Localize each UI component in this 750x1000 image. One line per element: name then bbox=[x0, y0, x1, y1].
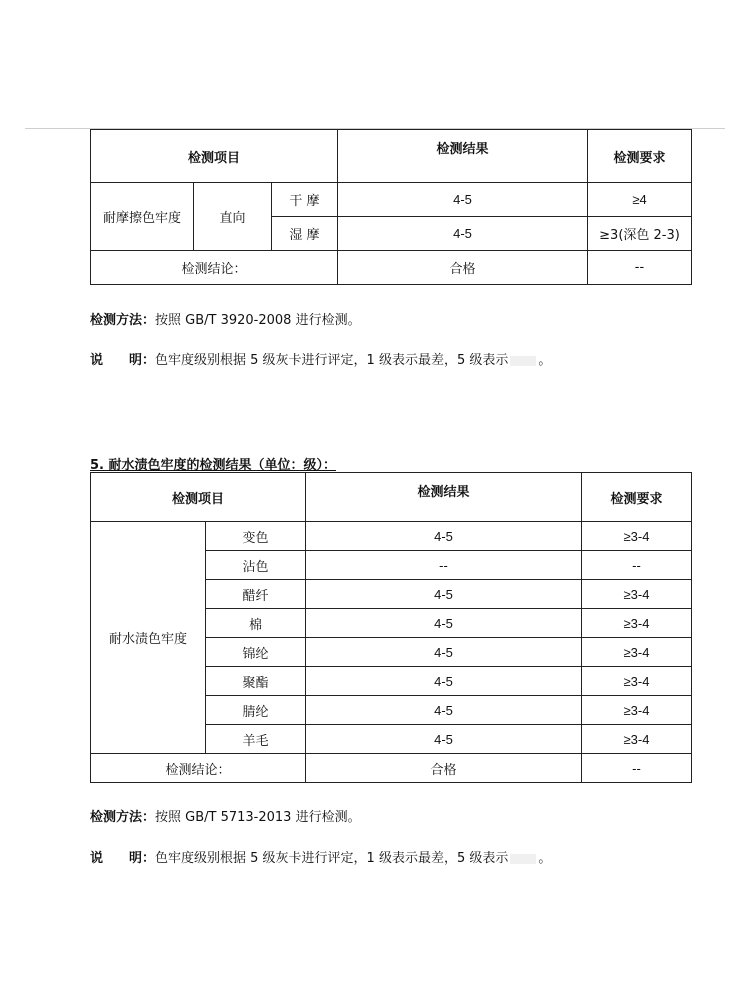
row-requirement: ≥3-4 bbox=[582, 522, 692, 551]
row-result: 4-5 bbox=[306, 725, 582, 754]
header-requirement: 检测要求 bbox=[588, 130, 692, 183]
method-text: 按照 GB/T 3920-2008 进行检测。 bbox=[155, 313, 361, 328]
row-label: 醋纤 bbox=[206, 580, 306, 609]
redaction-mark bbox=[510, 356, 536, 366]
row-result: 4-5 bbox=[306, 522, 582, 551]
explain-text: 色牢度级别根据 5 级灰卡进行评定，1 级表示最差，5 级表示 bbox=[155, 851, 509, 866]
conclusion-result: 合格 bbox=[306, 754, 582, 783]
row-requirement: ≥3-4 bbox=[582, 580, 692, 609]
row-label: 湿 摩 bbox=[272, 217, 338, 251]
conclusion-row bbox=[91, 251, 692, 285]
row-requirement: -- bbox=[582, 551, 692, 580]
header-item: 检测项目 bbox=[91, 130, 338, 183]
table-row bbox=[91, 522, 692, 551]
row-requirement: ≥3-4 bbox=[582, 609, 692, 638]
method-label: 检测方法： bbox=[90, 810, 156, 825]
row-requirement: ≥4 bbox=[588, 183, 692, 217]
explain-text: 色牢度级别根据 5 级灰卡进行评定，1 级表示最差，5 级表示 bbox=[155, 353, 509, 368]
row-label: 变色 bbox=[206, 522, 306, 551]
conclusion-requirement: -- bbox=[582, 754, 692, 783]
conclusion-label: 检测结论： bbox=[91, 754, 306, 783]
header-result: 检测结果 bbox=[338, 130, 588, 183]
row-requirement: ≥3-4 bbox=[582, 638, 692, 667]
header-result: 检测结果 bbox=[306, 473, 582, 522]
header-requirement: 检测要求 bbox=[582, 473, 692, 522]
method-label: 检测方法： bbox=[90, 313, 156, 328]
explanation-note bbox=[90, 349, 551, 368]
explanation-note bbox=[90, 847, 551, 866]
row-result: 4-5 bbox=[338, 183, 588, 217]
test-method-note bbox=[90, 806, 361, 825]
test-method-note bbox=[90, 309, 361, 328]
rubbing-fastness-table bbox=[90, 129, 692, 285]
row-requirement: ≥3-4 bbox=[582, 696, 692, 725]
row-result: 4-5 bbox=[306, 580, 582, 609]
group-label: 耐摩擦色牢度 bbox=[91, 183, 194, 251]
row-label: 干 摩 bbox=[272, 183, 338, 217]
explain-end: 。 bbox=[538, 851, 552, 866]
row-result: 4-5 bbox=[338, 217, 588, 251]
row-label: 羊毛 bbox=[206, 725, 306, 754]
direction-label: 直向 bbox=[194, 183, 272, 251]
row-label: 聚酯 bbox=[206, 667, 306, 696]
explain-label: 说 明： bbox=[90, 851, 156, 866]
explain-label: 说 明： bbox=[90, 353, 156, 368]
row-requirement: ≥3-4 bbox=[582, 725, 692, 754]
row-label: 锦纶 bbox=[206, 638, 306, 667]
row-result: 4-5 bbox=[306, 667, 582, 696]
group-label: 耐水渍色牢度 bbox=[91, 522, 206, 754]
table-header-row bbox=[91, 473, 692, 522]
method-text: 按照 GB/T 5713-2013 进行检测。 bbox=[155, 810, 361, 825]
row-requirement: ≥3-4 bbox=[582, 667, 692, 696]
conclusion-label: 检测结论： bbox=[91, 251, 338, 285]
water-spotting-fastness-table bbox=[90, 472, 692, 783]
header-item: 检测项目 bbox=[91, 473, 306, 522]
table-header-row bbox=[91, 130, 692, 183]
row-label: 腈纶 bbox=[206, 696, 306, 725]
redaction-mark bbox=[510, 854, 536, 864]
conclusion-result: 合格 bbox=[338, 251, 588, 285]
row-result: 4-5 bbox=[306, 638, 582, 667]
section-title: 5. 耐水渍色牢度的检测结果（单位：级）： bbox=[90, 458, 337, 473]
row-result: 4-5 bbox=[306, 609, 582, 638]
row-requirement: ≥3(深色 2-3) bbox=[588, 217, 692, 251]
row-result: 4-5 bbox=[306, 696, 582, 725]
table-row bbox=[91, 183, 692, 217]
conclusion-requirement: -- bbox=[588, 251, 692, 285]
conclusion-row bbox=[91, 754, 692, 783]
row-label: 沾色 bbox=[206, 551, 306, 580]
row-label: 棉 bbox=[206, 609, 306, 638]
explain-end: 。 bbox=[538, 353, 552, 368]
row-result: -- bbox=[306, 551, 582, 580]
